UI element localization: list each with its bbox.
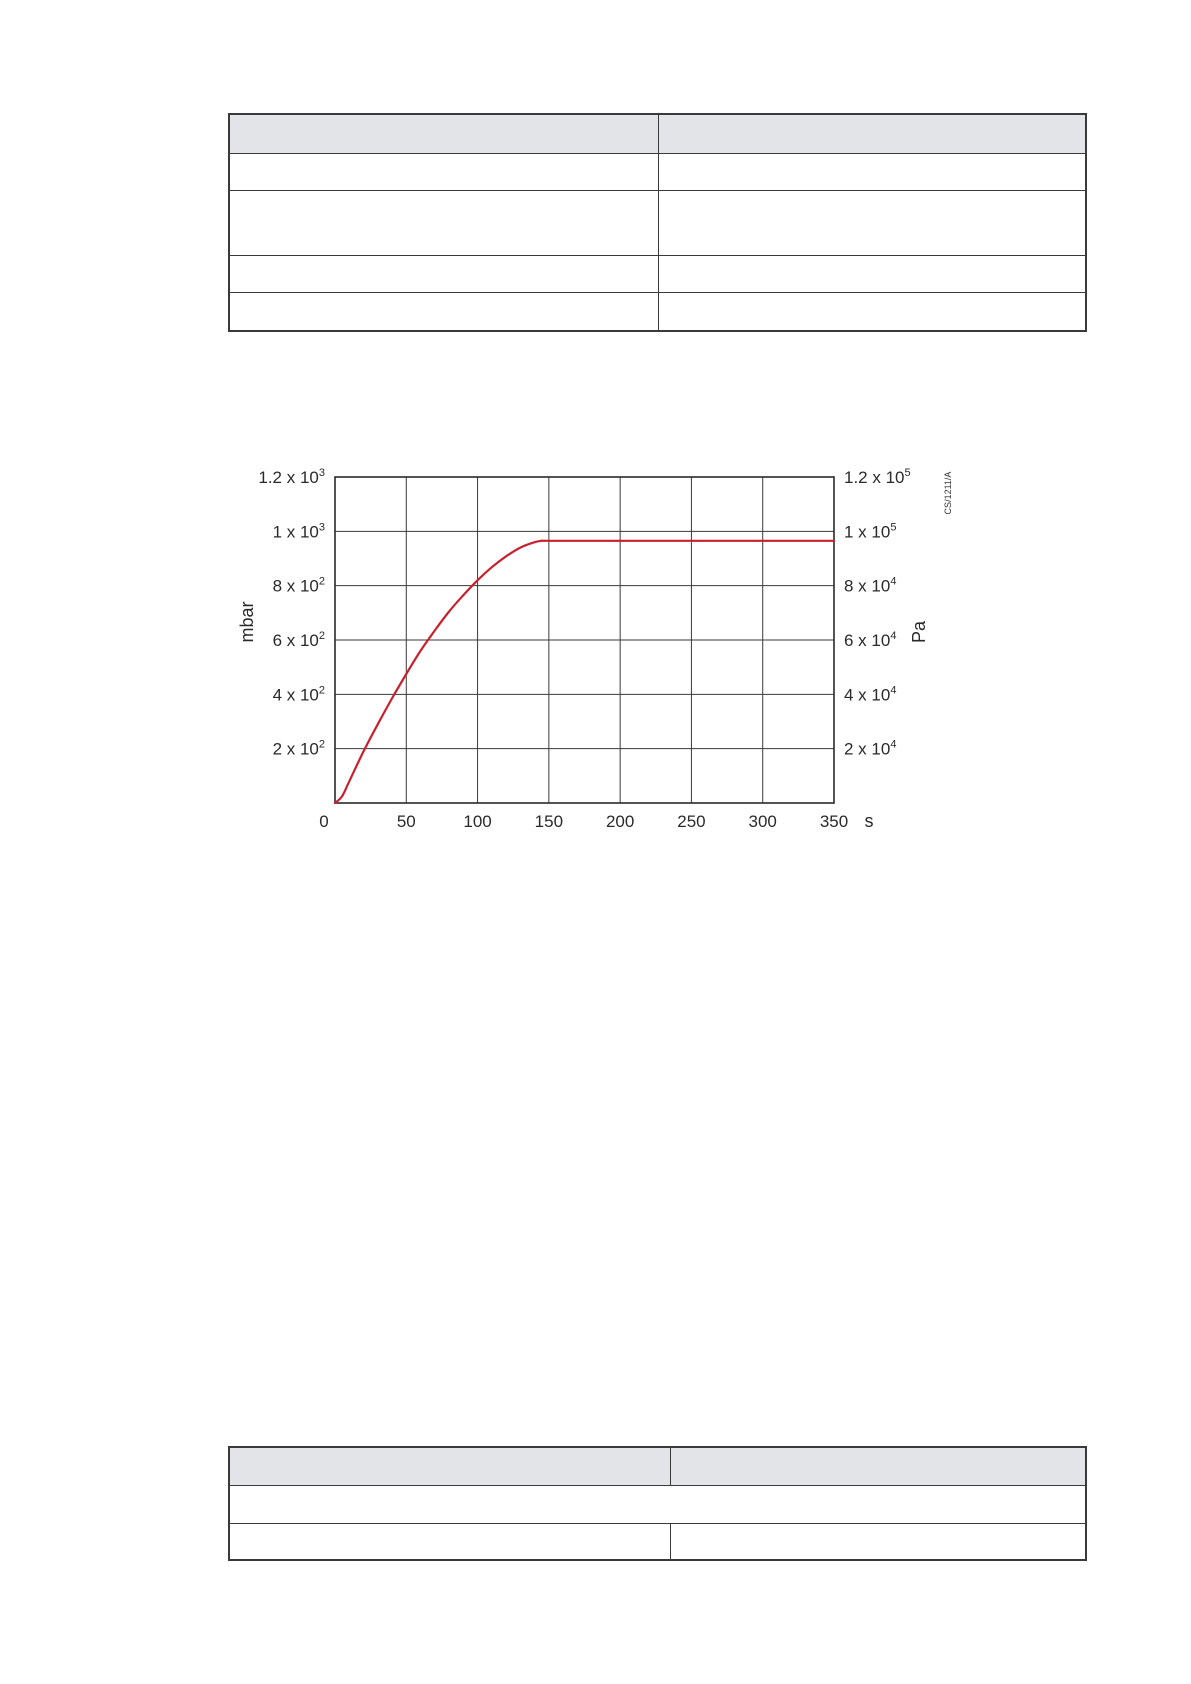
- x-tick-label: 50: [396, 812, 416, 831]
- tick-label-exponent: 2: [318, 684, 325, 697]
- tick-label-exponent: 2: [318, 575, 325, 588]
- x-tick-label: 100: [463, 812, 492, 831]
- right-tick-label: [844, 739, 896, 759]
- x-tick-label: 250: [677, 812, 706, 831]
- tick-label-mantissa: 1.2 x 10: [258, 468, 319, 487]
- right-axis-ticks: [844, 467, 911, 759]
- tick-label-mantissa: 2 x 10: [844, 739, 891, 759]
- x-axis-label: s: [864, 811, 874, 831]
- right-tick-label: [844, 630, 896, 650]
- tick-label-exponent: 4: [890, 738, 897, 751]
- tick-label-exponent: 3: [318, 467, 325, 479]
- figure-code: CS/1211/A: [943, 471, 953, 515]
- left-tick-label: [258, 467, 325, 487]
- tick-label-exponent: 2: [318, 630, 325, 642]
- left-tick-label: [273, 521, 325, 541]
- tick-label-mantissa: 8 x 10: [272, 576, 319, 596]
- right-tick-label: [844, 521, 896, 541]
- tick-label-exponent: 4: [890, 630, 897, 642]
- bottom-table: [228, 1446, 1087, 1561]
- tick-label-mantissa: 6 x 10: [844, 631, 891, 650]
- x-axis-ticks: [319, 812, 848, 831]
- x-tick-label: 0: [319, 812, 329, 831]
- table-row: [229, 1486, 1086, 1524]
- series-line: [335, 541, 834, 803]
- table-header-row: [229, 1447, 1086, 1486]
- right-tick-label: [844, 467, 911, 487]
- table-header-cell: [671, 1447, 1087, 1486]
- tick-label-mantissa: 4 x 10: [272, 685, 319, 705]
- x-tick-label: 150: [534, 812, 564, 831]
- tick-label-exponent: 2: [318, 738, 325, 751]
- table-cell: [671, 1523, 1087, 1560]
- right-tick-label: [844, 684, 896, 704]
- x-tick-label: 300: [748, 812, 777, 831]
- table-header-cell: [229, 1447, 671, 1486]
- tick-label-mantissa: 1 x 10: [272, 522, 319, 542]
- tick-label-mantissa: 6 x 10: [272, 631, 319, 650]
- tick-label-exponent: 5: [890, 521, 897, 534]
- table-row: [229, 1523, 1086, 1560]
- right-tick-label: [844, 576, 896, 596]
- left-tick-label: [273, 739, 325, 759]
- x-tick-label: 350: [819, 812, 849, 831]
- tick-label-mantissa: 8 x 10: [844, 576, 891, 596]
- right-axis-label: Pa: [909, 620, 929, 644]
- tick-label-exponent: 4: [890, 575, 897, 588]
- x-tick-label: 200: [605, 812, 635, 831]
- tick-label-mantissa: 2 x 10: [272, 739, 319, 759]
- left-axis-label: mbar: [237, 601, 257, 643]
- chart-grid: [335, 477, 834, 803]
- tick-label-exponent: 5: [904, 467, 911, 479]
- table-cell: [229, 1523, 671, 1560]
- left-tick-label: [273, 630, 325, 650]
- left-tick-label: [273, 684, 325, 704]
- tick-label-exponent: 3: [318, 521, 325, 534]
- table-cell: [229, 1486, 1086, 1524]
- left-tick-label: [273, 576, 325, 596]
- tick-label-mantissa: 1.2 x 10: [844, 468, 905, 487]
- tick-label-exponent: 4: [890, 684, 897, 697]
- tick-label-mantissa: 4 x 10: [844, 685, 891, 705]
- left-axis-ticks: [258, 467, 325, 759]
- tick-label-mantissa: 1 x 10: [844, 522, 891, 542]
